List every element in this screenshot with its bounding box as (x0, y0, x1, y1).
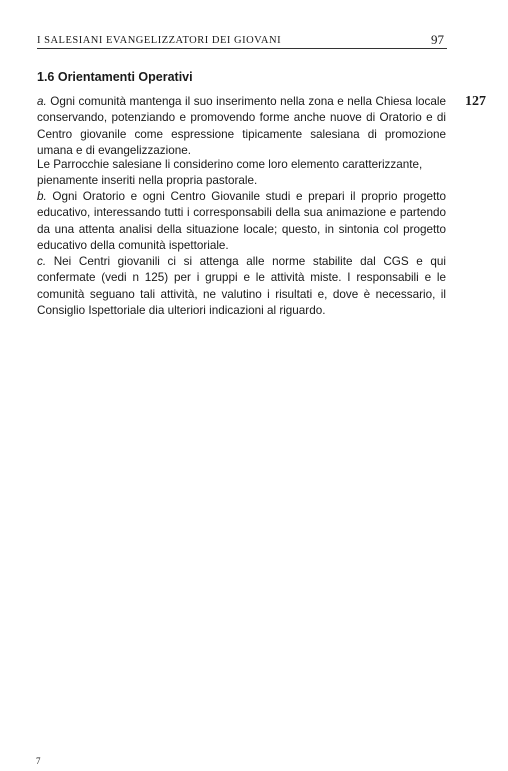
paragraph-text: Ogni Oratorio e ogni Centro Giovanile studi e prepari il proprio progetto educativo, interessando tutti i corresponsabili della sua animazione e partendo da una attenta analisi della situazione locale; questo, in sintonia col progetto educativo della comunità ispettoriale. (37, 190, 447, 252)
footer-mark: 7 (36, 756, 41, 766)
paragraph-a-continuation (37, 157, 446, 190)
paragraph-marker: b. (37, 190, 47, 203)
section-title: 1.6 Orientamenti Operativi (37, 70, 193, 84)
paragraph-c (37, 254, 446, 319)
paragraph-a (37, 94, 446, 159)
paragraph-text: Ogni comunità mantenga il suo inserimento nella zona e nella Chiesa locale conservando, potenziando e promovendo forme anche nuove di Oratorio e di Centro giovanile come espressione tipicamente salesiana di promozione umana e di evangelizzazione. (37, 95, 446, 157)
paragraph-marker: a. (37, 95, 47, 108)
margin-paragraph-number: 127 (465, 94, 486, 109)
paragraph-marker: c. (37, 255, 47, 268)
page-number: 97 (431, 32, 444, 47)
paragraph-text: Nei Centri giovanili ci si attenga alle norme stabilite dal CGS e qui confermate (vedi n 125) per i gruppi e le attività miste. I responsabili e le comunità seguano tali attività, ne valutino i risultati e, dove è necessario, il Consiglio Ispettoriale dia ulteriori indicazioni al riguardo. (37, 255, 446, 317)
paragraph-b (37, 189, 446, 254)
running-title: I SALESIANI EVANGELIZZATORI DEI GIOVANI (37, 35, 282, 46)
paragraph-text: Le Parrocchie salesiane li considerino come loro elemento caratterizzante, pienamente inseriti nella propria pastorale. (37, 158, 423, 188)
running-header (37, 34, 447, 49)
